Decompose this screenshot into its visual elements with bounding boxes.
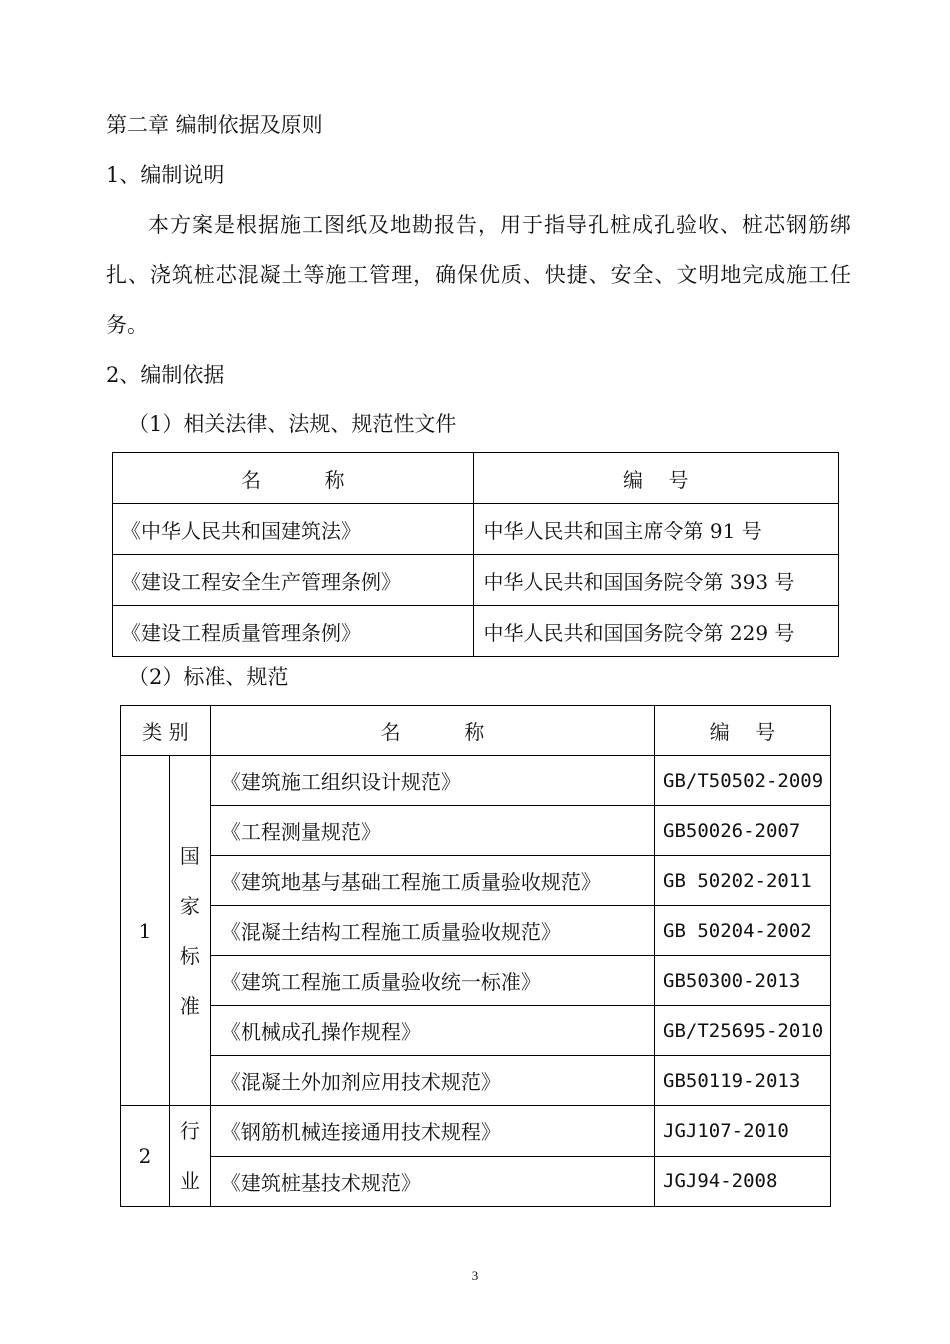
law-code: 中华人民共和国主席令第 91 号 [473,504,838,555]
standard-code: JGJ94-2008 [655,1156,831,1207]
table-row [121,1056,831,1106]
group-index: 1 [121,756,170,1106]
standard-code: GB 50204-2002 [655,906,831,956]
law-code: 中华人民共和国国务院令第 229 号 [473,606,838,657]
table-row [121,906,831,956]
law-name: 《中华人民共和国建筑法》 [113,504,474,555]
table-row [121,856,831,906]
table-row [113,606,839,657]
header-code: 编 号 [655,706,831,756]
laws-table [112,452,839,657]
standard-code: GB50300-2013 [655,956,831,1006]
table-row [121,1106,831,1157]
group-index: 2 [121,1106,170,1207]
header-code: 编 号 [473,453,838,504]
standard-name: 《建筑地基与基础工程施工质量验收规范》 [210,856,654,906]
table-row [121,956,831,1006]
standard-name: 《混凝土结构工程施工质量验收规范》 [210,906,654,956]
table-row [121,1156,831,1207]
header-name: 名 称 [113,453,474,504]
standard-code: GB/T25695-2010 [655,1006,831,1056]
section-heading-1: 1、编制说明 [106,163,225,187]
standard-name: 《钢筋机械连接通用技术规程》 [210,1106,654,1157]
page-number: 3 [471,1268,479,1283]
subheading-laws: （1）相关法律、法规、规范性文件 [128,412,457,436]
section-heading-2: 2、编制依据 [106,363,225,387]
table-row [121,1006,831,1056]
standard-code: GB 50202-2011 [655,856,831,906]
standards-table [120,705,831,1207]
standard-name: 《建筑工程施工质量验收统一标准》 [210,956,654,1006]
table-row [121,806,831,856]
standard-name: 《机械成孔操作规程》 [210,1006,654,1056]
standard-name: 《建筑施工组织设计规范》 [210,756,654,806]
table-header-row [121,706,831,756]
table-row [121,756,831,806]
chapter-title: 第二章 编制依据及原则 [106,113,323,137]
table-header-row [113,453,839,504]
standard-name: 《建筑桩基技术规范》 [210,1156,654,1207]
standard-code: JGJ107-2010 [655,1106,831,1157]
law-name: 《建设工程安全生产管理条例》 [113,555,474,606]
law-code: 中华人民共和国国务院令第 393 号 [473,555,838,606]
standard-code: GB50026-2007 [655,806,831,856]
header-category: 类 别 [121,706,211,756]
subheading-standards: （2）标准、规范 [128,665,289,689]
table-row [113,555,839,606]
standard-name: 《混凝土外加剂应用技术规范》 [210,1056,654,1106]
table-row [113,504,839,555]
header-name: 名 称 [210,706,654,756]
standard-code: GB/T50502-2009 [655,756,831,806]
law-name: 《建设工程质量管理条例》 [113,606,474,657]
group-category: 国 家 标 准 [169,756,210,1106]
group-category: 行 业 [169,1106,210,1207]
standard-name: 《工程测量规范》 [210,806,654,856]
intro-paragraph: 本方案是根据施工图纸及地勘报告，用于指导孔桩成孔验收、桩芯钢筋绑扎、浇筑桩芯混凝土等施工管理，确保优质、快捷、安全、文明地完成施工任务。 [106,213,851,337]
standard-code: GB50119-2013 [655,1056,831,1106]
